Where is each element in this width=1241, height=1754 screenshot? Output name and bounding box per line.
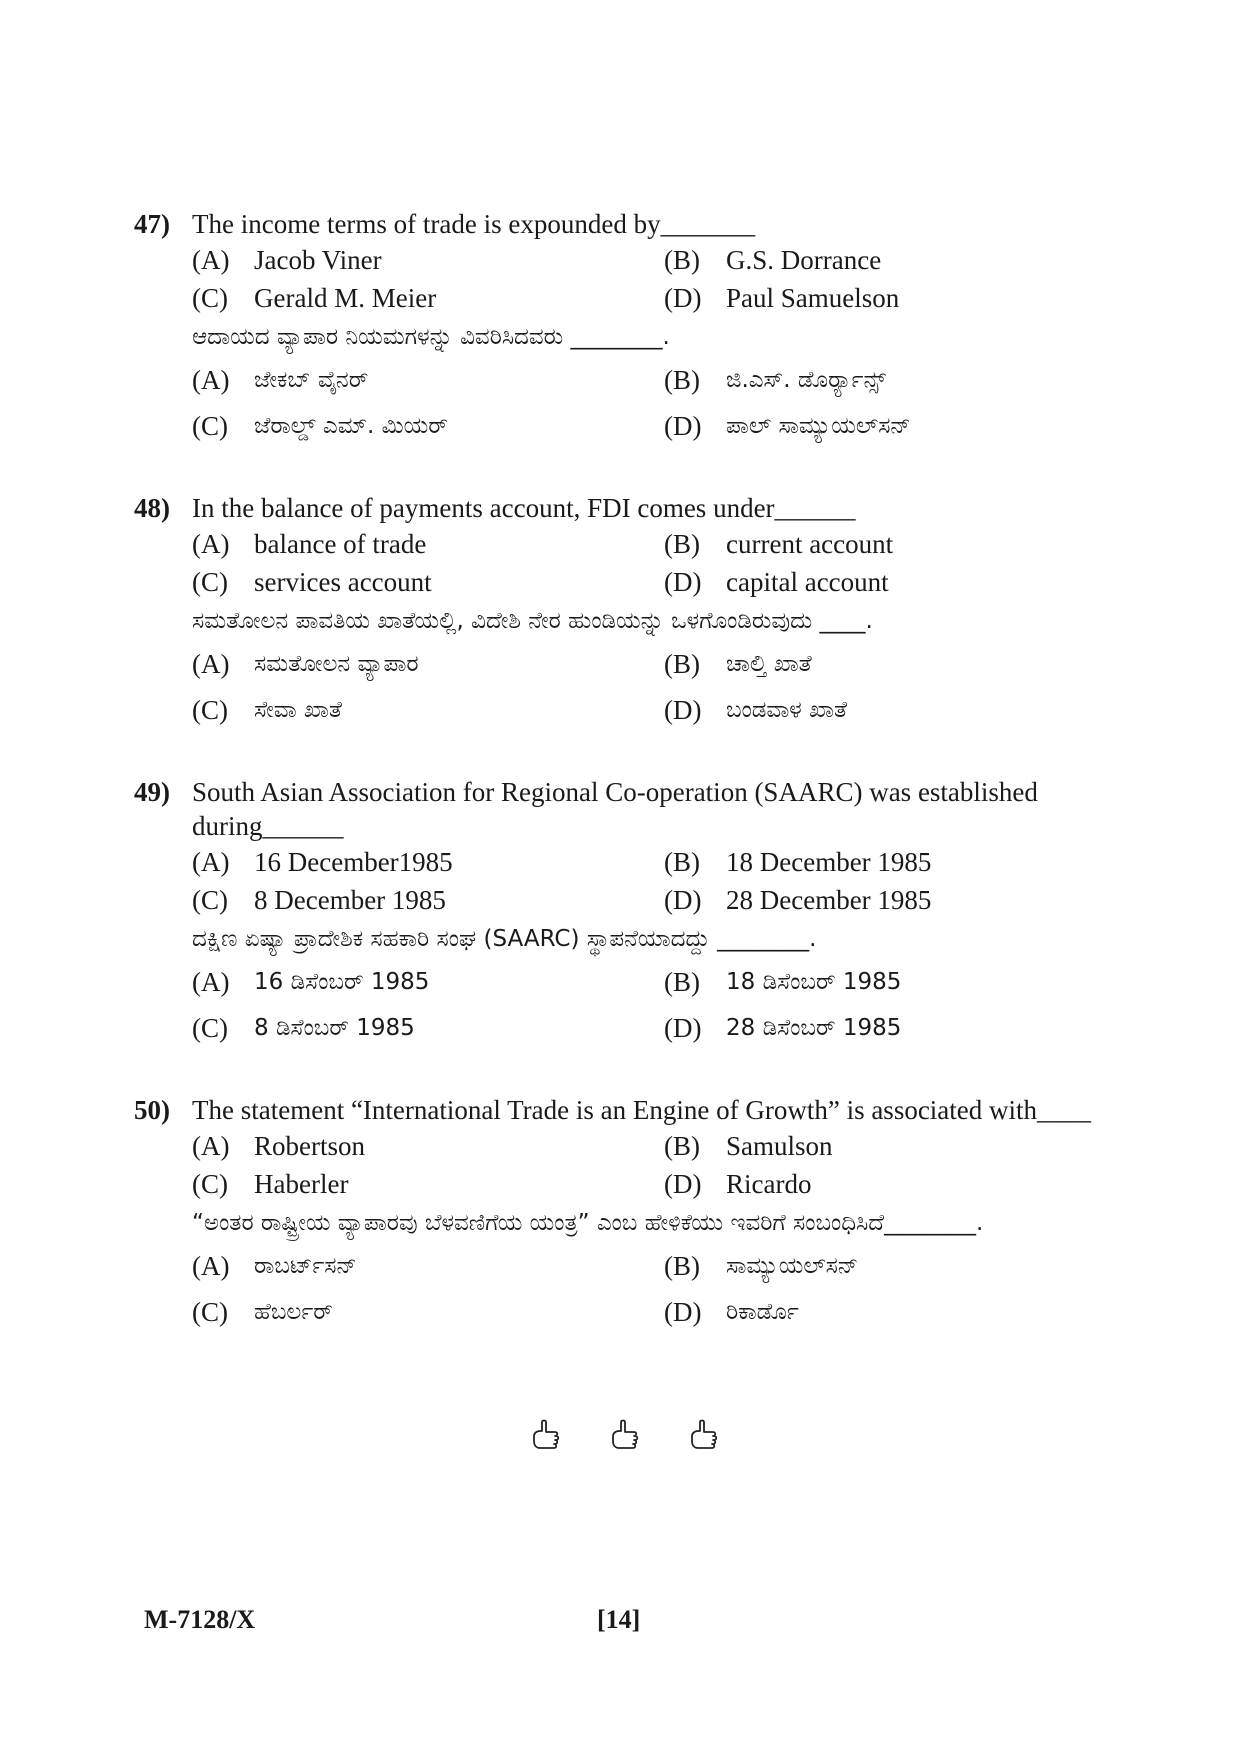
kannada-option-b: (B) ಜಿ.ಎಸ್. ಡೊರ್ರ್ಯಾನ್ಸ್ <box>664 365 886 395</box>
kannada-option-d: (D) ಬಂಡವಾಳ ಖಾತೆ <box>664 695 848 725</box>
question-number: 47) <box>134 209 170 239</box>
option-b: (B) G.S. Dorrance <box>664 245 882 275</box>
kannada-option-c: (C) ಹೆಬರ್ಲರ್ <box>192 1297 333 1327</box>
page-number: [14] <box>597 1605 641 1634</box>
question-number: 50) <box>134 1095 170 1125</box>
kannada-question-text: ದಕ್ಷಿಣ ಏಷ್ಯಾ ಪ್ರಾದೇಶಿಕ ಸಹಕಾರಿ ಸಂಘ (SAARC) ಸ್ಥಾಪನೆಯಾದದ್ದು ________. <box>192 926 817 952</box>
option-b: (B) 18 December 1985 <box>664 847 932 877</box>
question-text: In the balance of payments account, FDI comes under______ <box>192 493 856 523</box>
hand-pointing-icon <box>688 1418 720 1454</box>
option-a: (A) Jacob Viner <box>192 245 382 275</box>
option-c: (C) Haberler <box>192 1169 349 1199</box>
question-text: The statement “International Trade is an Engine of Growth” is associated with____ <box>192 1095 1092 1125</box>
kannada-option-a: (A) ರಾಬರ್ಟ್‌ಸನ್ <box>192 1251 357 1281</box>
option-c: (C) 8 December 1985 <box>192 885 446 915</box>
kannada-option-b: (B) 18 ಡಿಸೆಂಬರ್ 1985 <box>664 967 902 997</box>
end-marker <box>530 1418 720 1454</box>
option-d: (D) Paul Samuelson <box>664 283 900 313</box>
kannada-option-d: (D) ರಿಕಾರ್ಡೊ <box>664 1297 799 1327</box>
option-b: (B) Samulson <box>664 1131 833 1161</box>
kannada-option-c: (C) ಸೇವಾ ಖಾತೆ <box>192 695 342 725</box>
kannada-option-c: (C) 8 ಡಿಸೆಂಬರ್ 1985 <box>192 1013 415 1043</box>
hand-pointing-icon <box>530 1418 562 1454</box>
hand-pointing-icon <box>609 1418 641 1454</box>
kannada-option-a: (A) ಜೇಕಬ್ ವೈನರ್ <box>192 365 369 395</box>
option-d: (D) Ricardo <box>664 1169 812 1199</box>
kannada-option-b: (B) ಸಾಮ್ಯುಯಲ್‌ಸನ್ <box>664 1251 859 1281</box>
question-text: The income terms of trade is expounded by_______ <box>192 209 756 239</box>
question-50 <box>134 1093 1114 1335</box>
question-47 <box>134 207 1114 449</box>
kannada-option-a: (A) ಸಮತೋಲನ ವ್ಯಾಪಾರ <box>192 649 419 679</box>
question-number: 48) <box>134 493 170 523</box>
kannada-question-text: “ಅಂತರ ರಾಷ್ಟ್ರೀಯ ವ್ಯಾಪಾರವು ಬೆಳವಣಿಗೆಯ ಯಂತ್ರ” ಎಂಬ ಹೇಳಿಕೆಯು ಇವರಿಗೆ ಸಂಬಂಧಿಸಿದೆ________. <box>192 1210 984 1236</box>
option-b: (B) current account <box>664 529 894 559</box>
option-a: (A) Robertson <box>192 1131 365 1161</box>
option-c: (C) services account <box>192 567 432 597</box>
option-d: (D) 28 December 1985 <box>664 885 932 915</box>
option-a: (A) 16 December1985 <box>192 847 453 877</box>
kannada-question-text: ಸಮತೋಲನ ಪಾವತಿಯ ಖಾತೆಯಲ್ಲಿ, ವಿದೇಶಿ ನೇರ ಹುಂಡಿಯನ್ನು ಒಳಗೊಂಡಿರುವುದು ____. <box>192 608 873 634</box>
kannada-option-d: (D) 28 ಡಿಸೆಂಬರ್ 1985 <box>664 1013 902 1043</box>
kannada-option-c: (C) ಜೆರಾಲ್ಡ್ ಎಮ್. ಮಿಯರ್ <box>192 411 448 441</box>
option-c: (C) Gerald M. Meier <box>192 283 437 313</box>
kannada-option-b: (B) ಚಾಲ್ತಿ ಖಾತೆ <box>664 649 812 679</box>
option-d: (D) capital account <box>664 567 889 597</box>
kannada-question-text: ಆದಾಯದ ವ್ಯಾಪಾರ ನಿಯಮಗಳನ್ನು ವಿವರಿಸಿದವರು ________. <box>192 324 670 350</box>
question-text: South Asian Association for Regional Co-operation (SAARC) was established during______ <box>192 777 1038 841</box>
paper-code: M-7128/X <box>144 1605 256 1634</box>
question-number: 49) <box>134 777 170 807</box>
question-49 <box>134 775 1114 1051</box>
question-48 <box>134 491 1114 733</box>
kannada-option-a: (A) 16 ಡಿಸೆಂಬರ್ 1985 <box>192 967 430 997</box>
option-a: (A) balance of trade <box>192 529 427 559</box>
kannada-option-d: (D) ಪಾಲ್ ಸಾಮ್ಯುಯಲ್‌ಸನ್ <box>664 411 911 441</box>
